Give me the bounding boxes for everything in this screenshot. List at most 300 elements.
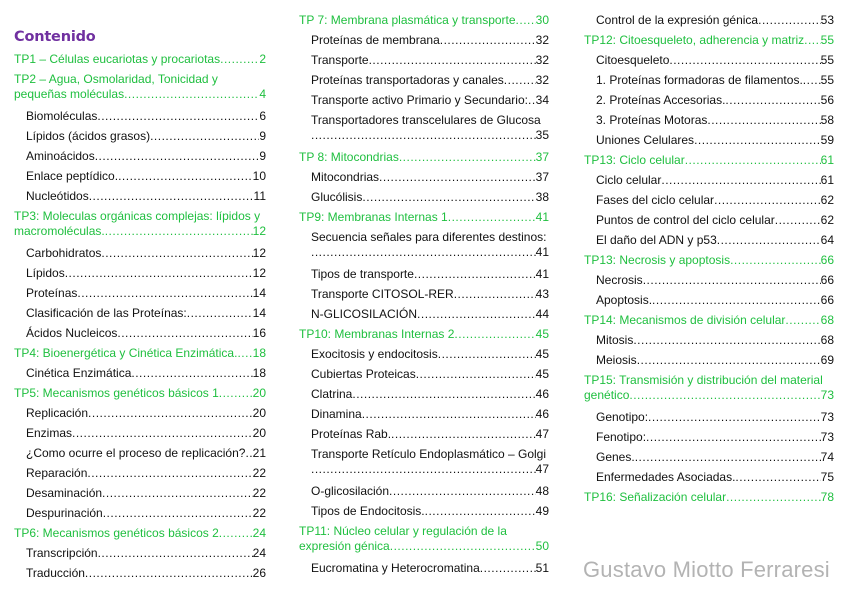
toc-entry-title: Clatrina [311,387,353,401]
dot-leader [730,253,821,268]
toc-page-number: 24 [252,526,266,540]
toc-entry-title: Carbohidratos [26,246,102,260]
toc-section-entry[interactable] [584,353,834,368]
toc-chapter-entry[interactable] [584,33,834,48]
toc-section-entry[interactable] [14,169,266,184]
dot-leader [369,53,536,68]
dot-leader [245,446,252,461]
toc-entry-title: Ácidos Nucleicos [26,326,118,340]
toc-page-number: 56 [820,93,834,107]
toc-entry-title: Apoptosis. [596,293,653,307]
toc-section-entry[interactable] [299,307,549,322]
toc-page-number: 51 [535,561,549,575]
toc-entry-title: ¿Como ocurre el proceso de replicación? [26,446,246,460]
dot-leader [87,466,252,481]
toc-page-number: 14 [252,306,266,320]
dot-leader [399,150,536,165]
page-title: Contenido [14,29,96,45]
toc-chapter-entry[interactable] [584,313,834,328]
toc-chapter-entry[interactable] [299,210,549,225]
toc-section-entry[interactable] [299,267,549,282]
dot-leader [648,410,821,425]
toc-entry-title: Transporte activo Primario y Secundario: [311,93,528,107]
toc-section-entry[interactable] [584,53,834,68]
toc-section-entry[interactable] [14,366,266,381]
toc-page-number: 32 [535,53,549,67]
toc-section-entry[interactable] [14,546,266,561]
toc-section-entry[interactable] [14,406,266,421]
toc-page-number: 9 [259,129,266,143]
toc-page-number: 55 [820,73,834,87]
toc-page-number: 11 [253,189,266,203]
toc-entry-title: 3. Proteínas Motoras [596,113,708,127]
dot-leader [652,293,821,308]
toc-section-entry[interactable] [299,484,549,499]
toc-page-number: 45 [535,367,549,381]
dot-leader [389,484,536,499]
toc-page-number: 59 [820,133,834,147]
toc-entry-title: macromoléculas. [14,224,105,238]
toc-chapter-entry[interactable] [14,386,266,401]
toc-chapter-entry[interactable] [14,72,266,102]
dot-leader [101,246,252,261]
toc-section-entry[interactable] [14,246,266,261]
toc-entry-title: Nucleótidos [26,189,89,203]
toc-page-number: 61 [820,153,834,167]
toc-page-number: 46 [535,387,549,401]
toc-entry-title: Ciclo celular [596,173,662,187]
toc-section-entry[interactable] [584,430,834,445]
dot-leader [633,333,820,348]
toc-page-number: 32 [535,33,549,47]
toc-section-entry[interactable] [584,333,834,348]
toc-page-number: 47 [535,462,549,476]
toc-page-number: 62 [820,193,834,207]
toc-page-number: 12 [252,224,266,238]
toc-entry-title: Lípidos [26,266,65,280]
dot-leader [448,210,536,225]
toc-entry-title: genético [584,388,630,402]
toc-entry-title: pequeñas moléculas [14,87,125,101]
toc-section-entry[interactable] [299,287,549,302]
dot-leader [131,366,252,381]
toc-page-number: 26 [252,566,266,580]
toc-page-number: 78 [820,490,834,504]
dot-leader [311,128,536,143]
dot-leader [65,266,253,281]
toc-entry-title: Despurinación [26,506,103,520]
toc-entry-title: Cinética Enzimática [26,366,132,380]
toc-entry-title: Uniones Celulares [596,133,695,147]
toc-section-entry[interactable] [584,470,834,485]
dot-leader [775,213,821,228]
toc-entry-title: Control de la expresión génica [596,13,759,27]
toc-entry-title-line: Transportadores transcelulares de Glucosa [311,113,541,127]
dot-leader [725,93,820,108]
dot-leader [88,406,253,421]
toc-entry-title: expresión génica [299,539,390,553]
toc-section-entry[interactable] [584,213,834,228]
toc-entry-title: Proteínas [26,286,78,300]
toc-page-number: 41 [535,267,549,281]
toc-page-number: 73 [820,430,834,444]
dot-leader [685,153,821,168]
toc-entry-title: Dinamina [311,407,362,421]
toc-chapter-entry[interactable] [14,209,266,239]
toc-page-number: 32 [535,73,549,87]
toc-section-entry[interactable] [14,506,266,521]
toc-page-number: 14 [252,286,266,300]
dot-leader [438,347,536,362]
toc-section-entry[interactable] [584,273,834,288]
toc-chapter-entry[interactable] [299,327,549,342]
toc-entry-title: TP12: Citoesqueleto, adherencia y matriz [584,33,805,47]
dot-leader [417,307,536,322]
toc-chapter-entry[interactable] [584,490,834,505]
toc-page-number: 21 [252,446,266,460]
toc-page-number: 44 [535,307,549,321]
dot-leader [220,52,259,67]
toc-entry-title-line: TP15: Transmisión y distribución del material [584,373,823,387]
toc-page-number: 43 [535,287,549,301]
toc-page-number: 18 [252,346,266,360]
toc-entry-title: Biomoléculas [26,109,98,123]
toc-chapter-entry[interactable] [299,524,549,554]
dot-leader [694,133,821,148]
dot-leader [804,33,821,48]
dot-leader [637,353,821,368]
toc-page-number: 49 [535,504,549,518]
toc-section-entry[interactable] [14,326,266,341]
dot-leader [416,367,536,382]
toc-page-number: 55 [820,33,834,47]
dot-leader [97,109,259,124]
toc-section-entry[interactable] [584,450,834,465]
toc-page-number: 30 [535,13,549,27]
toc-page-number: 75 [820,470,834,484]
toc-chapter-entry[interactable] [584,253,834,268]
toc-entry-title: Necrosis [596,273,643,287]
dot-leader [89,189,254,204]
toc-entry-title: Tipos de transporte [311,267,414,281]
toc-entry-title: Reparación [26,466,88,480]
toc-chapter-entry[interactable] [14,52,266,67]
toc-section-entry[interactable] [14,109,266,124]
toc-entry-title: Enlace peptídico. [26,169,119,183]
toc-entry-title-line: TP3: Moleculas orgánicas complejas: lípidos y [14,209,261,223]
toc-chapter-entry[interactable] [14,526,266,541]
toc-entry-title: Proteínas Rab. [311,427,392,441]
toc-entry-title: Lípidos (ácidos grasos) [26,129,151,143]
dot-leader [219,526,253,541]
dot-leader [440,33,536,48]
dot-leader [504,73,536,88]
toc-entry-title: Mitocondrias [311,170,380,184]
toc-entry-title: TP13: Ciclo celular [584,153,685,167]
toc-page-number: 74 [820,450,834,464]
toc-entry-title: TP13: Necrosis y apoptosis [584,253,731,267]
toc-entry-title: Transporte [311,53,369,67]
dot-leader [118,169,253,184]
toc-entry-title: 1. Proteínas formadoras de filamentos. [596,73,803,87]
toc-section-entry[interactable] [299,387,549,402]
dot-leader [528,93,536,108]
dot-leader [516,13,536,28]
toc-entry-title: TP1 – Células eucariotas y procariotas [14,52,221,66]
dot-leader [414,267,536,282]
toc-page-number: 45 [535,347,549,361]
toc-section-entry[interactable] [584,13,834,28]
dot-leader [661,173,820,188]
toc-page-number: 2 [259,52,266,66]
toc-page-number: 66 [820,293,834,307]
toc-section-entry[interactable] [584,193,834,208]
toc-entry-title: Citoesqueleto [596,53,670,67]
toc-entry-title: N-GLICOSILACIÓN [311,307,418,321]
toc-section-entry[interactable] [14,566,266,581]
toc-entry-title: Genotipo: [596,410,649,424]
toc-entry-title: 2. Proteínas Accesorias. [596,93,726,107]
toc-section-entry[interactable] [299,367,549,382]
toc-page-number: 45 [535,327,549,341]
dot-leader [362,190,535,205]
toc-page-number: 38 [535,190,549,204]
toc-section-entry[interactable] [299,53,549,68]
toc-section-entry[interactable] [14,306,266,321]
toc-entry-title: Puntos de control del ciclo celular [596,213,775,227]
toc-section-entry[interactable] [299,113,549,143]
toc-page-number: 22 [252,486,266,500]
toc-entry-title: Genes. [596,450,635,464]
dot-leader [311,245,536,260]
toc-chapter-entry[interactable] [584,153,834,168]
toc-entry-title-line: Transporte Retículo Endoplasmático – Golgi [311,447,547,461]
dot-leader [646,430,821,445]
toc-section-entry[interactable] [14,266,266,281]
dot-leader [102,486,253,501]
toc-entry-title: Proteínas de membrana [311,33,440,47]
toc-page-number: 41 [535,210,549,224]
dot-leader [454,327,535,342]
toc-section-entry[interactable] [299,447,549,477]
toc-entry-title: Tipos de Endocitosis. [311,504,425,518]
toc-page-number: 47 [535,427,549,441]
toc-page-number: 48 [535,484,549,498]
toc-section-entry[interactable] [584,113,834,128]
toc-entry-title-line: TP2 – Agua, Osmolaridad, Tonicidad y [14,72,218,86]
toc-section-entry[interactable] [299,347,549,362]
dot-leader [311,462,536,477]
toc-section-entry[interactable] [299,561,549,576]
toc-chapter-entry[interactable] [299,13,549,28]
toc-page-number: 69 [820,353,834,367]
dot-leader [480,561,536,576]
dot-leader [72,426,253,441]
toc-entry-title: Cubiertas Proteicas [311,367,416,381]
toc-page-number: 37 [535,150,549,164]
toc-section-entry[interactable] [299,427,549,442]
toc-entry-title: TP16: Señalización celular [584,490,727,504]
dot-leader [98,546,253,561]
toc-page-number: 4 [259,87,266,101]
toc-page-number: 66 [820,253,834,267]
toc-section-entry[interactable] [584,133,834,148]
toc-section-entry[interactable] [14,466,266,481]
toc-entry-title: Traducción [26,566,85,580]
toc-page-number: 73 [820,388,834,402]
toc-page-number: 12 [252,266,266,280]
toc-page-number: 10 [252,169,266,183]
dot-leader [758,13,821,28]
toc-entry-title: Fenotipo: [596,430,647,444]
toc-entry-title: TP 8: Mitocondrias [299,150,399,164]
toc-entry-title: Enzimas [26,426,73,440]
dot-leader [124,87,259,102]
toc-page-number: 50 [535,539,549,553]
dot-leader [77,286,252,301]
dot-leader [105,224,253,239]
toc-entry-title: Mitosis [596,333,634,347]
toc-section-entry[interactable] [584,233,834,248]
toc-entry-title: Aminoácidos [26,149,95,163]
toc-entry-title: TP10: Membranas Internas 2 [299,327,455,341]
dot-leader [219,386,253,401]
dot-leader [707,113,820,128]
toc-section-entry[interactable] [584,293,834,308]
dot-leader [629,388,820,403]
toc-entry-title-line: Secuencia señales para diferentes destinos: [311,230,547,244]
toc-entry-title: El daño del ADN y p53 [596,233,717,247]
toc-page-number: 64 [820,233,834,247]
toc-section-entry[interactable] [299,73,549,88]
toc-page-number: 35 [535,128,549,142]
toc-page-number: 66 [820,273,834,287]
toc-page-number: 68 [820,333,834,347]
toc-section-entry[interactable] [299,93,549,108]
toc-page-number: 20 [252,426,266,440]
toc-page-number: 18 [252,366,266,380]
dot-leader [379,170,536,185]
dot-leader [117,326,252,341]
toc-page-number: 73 [820,410,834,424]
toc-entry-title: Transcripción [26,546,98,560]
toc-entry-title: Clasificación de las Proteínas: [26,306,187,320]
toc-page-number: 41 [535,245,549,259]
toc-section-entry[interactable] [584,410,834,425]
toc-entry-title: Transporte CITOSOL-RER [311,287,454,301]
dot-leader [803,73,821,88]
toc-page-number: 68 [820,313,834,327]
dot-leader [150,129,259,144]
toc-page-number: 58 [820,113,834,127]
toc-entry-title: Eucromatina y Heterocromatina [311,561,480,575]
toc-page-number: 6 [259,109,266,123]
toc-page-number: 61 [820,173,834,187]
dot-leader [425,504,536,519]
dot-leader [726,490,821,505]
toc-page-number: 9 [259,149,266,163]
toc-entry-title: TP5: Mecanismos genéticos básicos 1 [14,386,219,400]
toc-section-entry[interactable] [584,73,834,88]
toc-section-entry[interactable] [299,230,549,260]
toc-chapter-entry[interactable] [299,150,549,165]
dot-leader [103,506,253,521]
toc-page-number: 55 [820,53,834,67]
toc-entry-title: O-glicosilación [311,484,390,498]
toc-section-entry[interactable] [299,407,549,422]
toc-page-number: 34 [535,93,549,107]
toc-section-entry[interactable] [584,93,834,108]
toc-section-entry[interactable] [299,170,549,185]
toc-entry-title: Replicación [26,406,89,420]
toc-entry-title: TP14: Mecanismos de división celular [584,313,786,327]
toc-page-number: 20 [252,386,266,400]
toc-page-number: 24 [252,546,266,560]
toc-entry-title: Meiosis [596,353,637,367]
dot-leader [714,193,821,208]
dot-leader [735,470,820,485]
toc-section-entry[interactable] [584,173,834,188]
toc-section-entry[interactable] [14,446,266,461]
toc-page-number: 37 [535,170,549,184]
dot-leader [95,149,260,164]
toc-chapter-entry[interactable] [14,346,266,361]
dot-leader [362,407,536,422]
toc-page-number: 20 [252,406,266,420]
dot-leader [391,427,536,442]
toc-page-number: 22 [252,506,266,520]
toc-section-entry[interactable] [299,504,549,519]
dot-leader [390,539,536,554]
toc-entry-title: Desaminación [26,486,103,500]
toc-entry-title: TP6: Mecanismos genéticos básicos 2 [14,526,219,540]
toc-section-entry[interactable] [14,286,266,301]
toc-chapter-entry[interactable] [584,373,834,403]
toc-section-entry[interactable] [14,486,266,501]
dot-leader [352,387,535,402]
toc-page-number: 16 [252,326,266,340]
dot-leader [635,450,821,465]
toc-entry-title: TP 7: Membrana plasmática y transporte [299,13,516,27]
dot-leader [669,53,820,68]
toc-page-number: 62 [820,213,834,227]
toc-entry-title: Fases del ciclo celular [596,193,715,207]
toc-page-number: 12 [252,246,266,260]
toc-entry-title: Enfermedades Asociadas. [596,470,736,484]
toc-entry-title: TP4: Bioenergética y Cinética Enzimática. [14,346,238,360]
toc-entry-title: Exocitosis y endocitosis [311,347,438,361]
dot-leader [237,346,252,361]
dot-leader [454,287,536,302]
toc-section-entry[interactable] [299,33,549,48]
toc-section-entry[interactable] [14,129,266,144]
toc-entry-title: Proteínas transportadoras y canales [311,73,504,87]
dot-leader [717,233,821,248]
dot-leader [187,306,253,321]
dot-leader [785,313,820,328]
toc-entry-title: Glucólisis [311,190,363,204]
toc-section-entry[interactable] [14,426,266,441]
toc-entry-title: TP9: Membranas Internas 1 [299,210,448,224]
toc-section-entry[interactable] [14,189,266,204]
toc-page-number: 46 [535,407,549,421]
toc-entry-title-line: TP11: Núcleo celular y regulación de la [299,524,507,538]
dot-leader [643,273,821,288]
toc-page-number: 53 [820,13,834,27]
toc-section-entry[interactable] [299,190,549,205]
toc-section-entry[interactable] [14,149,266,164]
dot-leader [85,566,253,581]
